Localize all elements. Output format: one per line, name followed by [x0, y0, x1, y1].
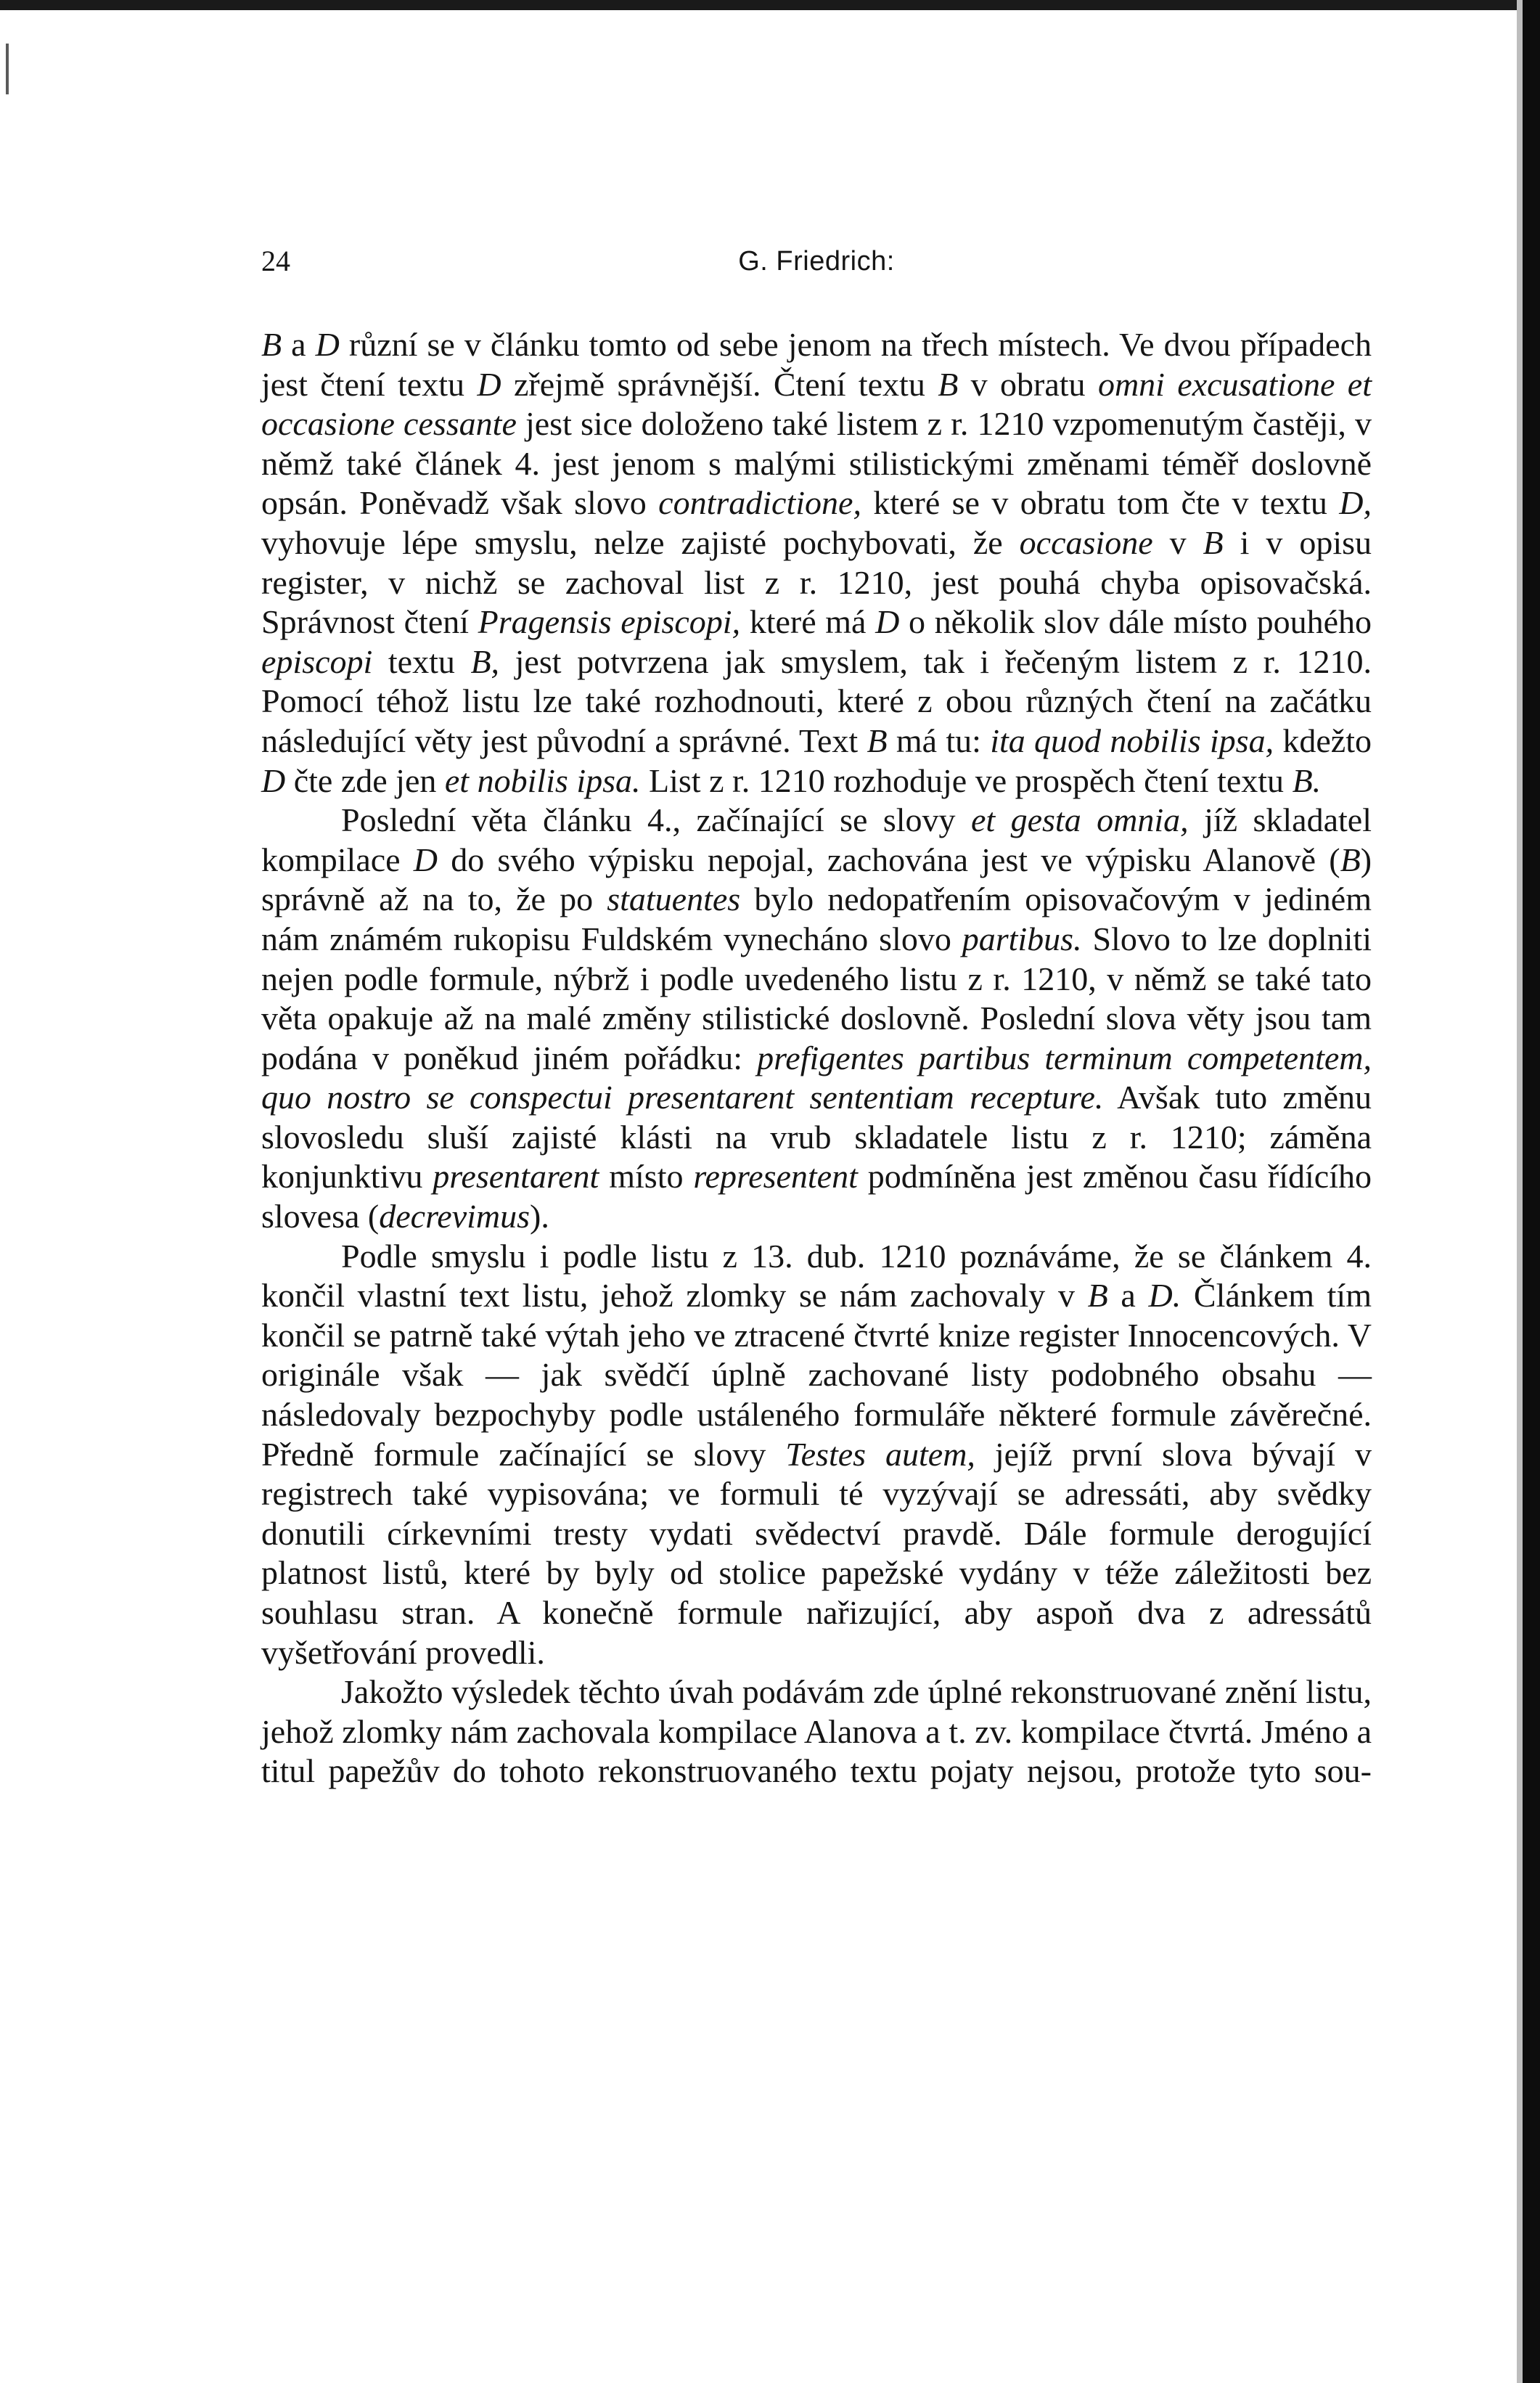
text-run: jest potvrzena jak smyslem, tak i řečeným listem z r. 1210. Pomocí téhož listu lze také rozhodnouti, které z obou různých čtení na začátku následující věty jest původní a správné. Text [261, 642, 1372, 759]
italic-text: D [875, 603, 900, 641]
text-run: do svého výpisku nepojal, zachována jest ve výpisku Alanově ( [438, 841, 1340, 878]
running-title: G. Friedrich: [738, 246, 895, 277]
text-run: podmíněna jest změnou času řídícího slovesa ( [261, 1158, 1372, 1235]
italic-text: B [938, 365, 959, 403]
italic-text: partibus. [962, 920, 1082, 957]
italic-text: episcopi [261, 642, 373, 680]
text-run: Jakožto výsledek těchto úvah podávám zde úplné rekonstruované znění listu, jehož zlomky nám zachovala kompilace Alanova a t. zv. kompilace čtvrtá. Jméno a titul papežův do tohoto rekonstruovaného textu pojaty nejsou, protože tyto sou- [261, 1673, 1372, 1790]
scan-border-top [0, 0, 1540, 10]
text-run: vyhovuje lépe smyslu, nelze zajisté pochybovati, že [261, 523, 1020, 561]
italic-text: D [477, 365, 501, 403]
italic-text: D, [1339, 484, 1372, 522]
italic-text: et nobilis ipsa. [444, 761, 641, 799]
text-run: v obratu [958, 365, 1098, 403]
italic-text: B [867, 722, 888, 759]
text-run: bylo nedopatřením opisovačovým v jediném nám známém rukopisu Fuldském vynecháno slovo [261, 880, 1372, 957]
text-run: ). [530, 1198, 549, 1235]
italic-text: D [315, 326, 340, 363]
page-number: 24 [261, 245, 290, 277]
text-run: čte zde jen [285, 761, 445, 799]
italic-text: prefigentes partibus terminum competentem, quo nostro se conspectui presentarent sententiam recepture. [261, 1039, 1372, 1116]
text-run: Avšak tuto změnu slovosledu sluší zajisté klásti na vrub skladatele listu z r. 1210; záměna konjunktivu [261, 1079, 1372, 1195]
italic-text: B [1087, 1277, 1108, 1315]
italic-text: omni excusatione et occasione cessante [261, 365, 1372, 443]
text-run: o několik slov dále místo pouhého [899, 603, 1372, 641]
text-run: i v opisu register, v nichž se zachoval list z r. 1210, jest pouhá chyba opisovačská. Správnost čtení [261, 523, 1372, 641]
text-run: ) správně až na to, že po [261, 841, 1372, 918]
italic-text: et gesta omnia, [970, 801, 1189, 839]
text-run: Poslední věta článku 4., začínající se slovy [341, 801, 971, 839]
scan-mark [6, 44, 9, 94]
italic-text: decrevimus [379, 1198, 531, 1235]
book-page [261, 240, 1372, 1791]
italic-text: D. [1148, 1277, 1181, 1315]
text-run: List z r. 1210 rozhoduje ve prospěch čtení textu [640, 761, 1293, 799]
italic-text: B [1203, 523, 1224, 561]
italic-text: Pragensis episcopi, [478, 603, 741, 641]
italic-text: B [1340, 841, 1361, 878]
text-run: které má [740, 603, 876, 641]
text-run: jíž skladatel kompilace [261, 801, 1372, 878]
text-run: Slovo to lze doplniti nejen podle formule, nýbrž i podle uvedeného listu z r. 1210, v němž se také tato věta opakuje až na malé změny stilistické doslovně. Poslední slova věty jsou tam podána v poněkud jiném pořádku: [261, 920, 1372, 1076]
text-run: v [1152, 523, 1203, 561]
paragraph [261, 801, 1372, 1237]
text-run: které se v obratu tom čte v textu [861, 484, 1340, 522]
text-run: a [282, 326, 316, 363]
text-run: jejíž první slova bývají v registrech také vypisována; ve formuli té vyzývají se adressáti, aby svědky donutili církevními tresty vydati svědectví pravdě. Dále formule derogující platnost listů, které by byly od stolice papežské vydány v téže záležitosti bez souhlasu stran. A konečně formule nařizující, aby aspoň dva z adressátů vyšetřování provedli. [261, 1435, 1372, 1671]
italic-text: D [261, 761, 286, 799]
italic-text: B. [1292, 761, 1322, 799]
italic-text: presentarent [433, 1158, 599, 1195]
text-run: místo [599, 1158, 694, 1195]
text-run: zřejmě správnější. Čtení textu [501, 365, 938, 403]
body-text [261, 325, 1372, 1791]
paragraph [261, 1237, 1372, 1673]
text-run: jest sice doloženo také listem z r. 1210 vzpomenutým častěji, v němž také článek 4. jest jenom s malými stilistickými změnami téměř doslovně opsán. Poněvadž však slovo [261, 405, 1372, 522]
running-head [261, 240, 1372, 283]
italic-text: D [413, 841, 438, 878]
text-run: kdežto [1274, 722, 1372, 759]
scan-border-right-inner [1517, 0, 1523, 2383]
text-run: různí se v článku tomto od sebe jenom na třech místech. Ve dvou případech jest čtení textu [261, 326, 1372, 403]
italic-text: B, [470, 642, 500, 680]
italic-text: occasione [1019, 523, 1153, 561]
italic-text: B [261, 326, 282, 363]
text-run: Podle smyslu i podle listu z 13. dub. 1210 poznáváme, že se článkem 4. končil vlastní text listu, jehož zlomky se nám zachovaly v [261, 1237, 1372, 1315]
paragraph [261, 1672, 1372, 1791]
italic-text: representent [693, 1158, 858, 1195]
text-run: textu [372, 642, 471, 680]
italic-text: statuentes [607, 880, 741, 918]
text-run: Článkem tím končil se patrně také výtah jeho ve ztracené čtvrté knize register Innocencových. V originále však — jak svědčí úplně zachované listy podobného obsahu — následovaly bezpochyby podle ustáleného formuláře některé formule závěrečné. Předně formule začínající se slovy [261, 1277, 1372, 1473]
scan-border-right [1523, 0, 1540, 2383]
italic-text: ita quod nobilis ipsa, [990, 722, 1274, 759]
italic-text: contradictione, [658, 484, 861, 522]
text-run: a [1107, 1277, 1149, 1315]
paragraph [261, 325, 1372, 801]
text-run: má tu: [887, 722, 991, 759]
italic-text: Testes autem, [785, 1435, 975, 1473]
